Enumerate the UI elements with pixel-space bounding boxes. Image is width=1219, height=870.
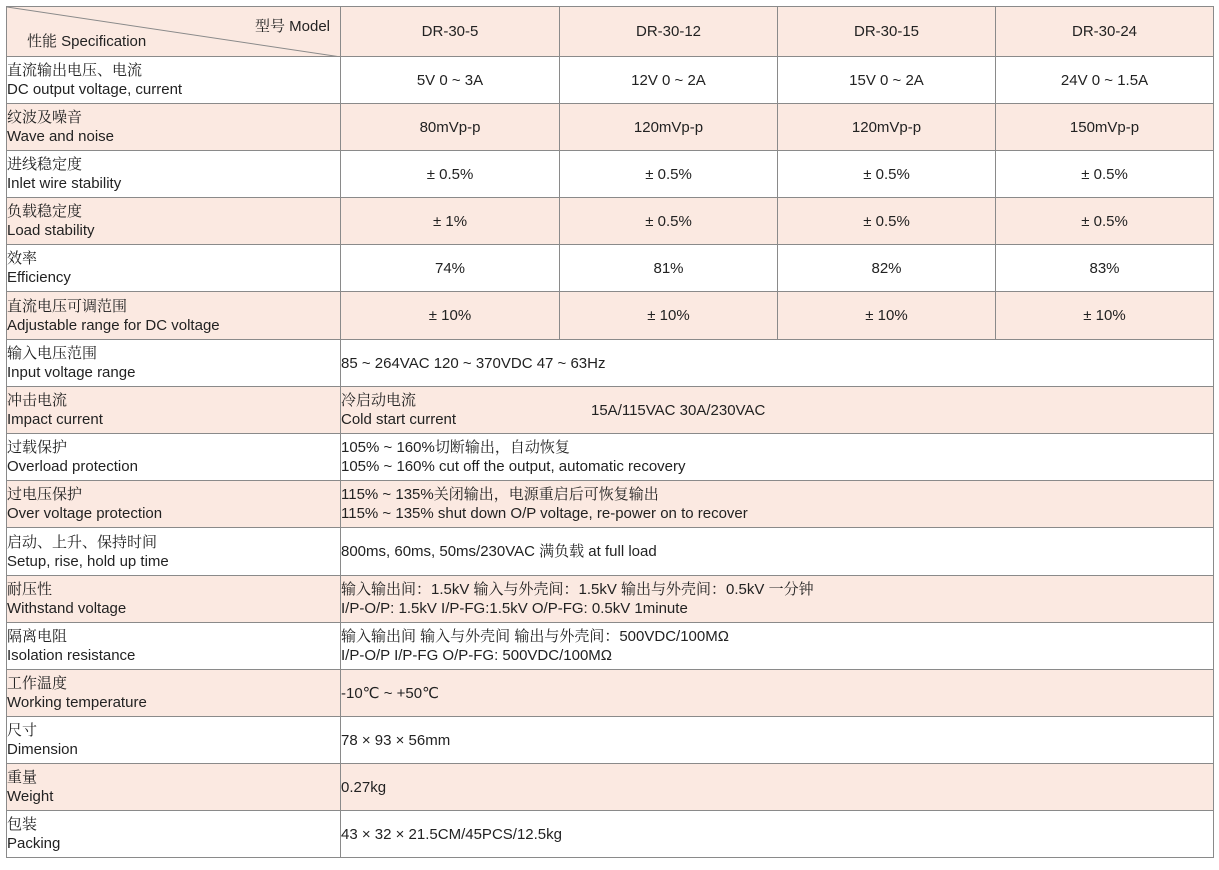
- value-cell: [341, 481, 1214, 528]
- row-withstand-voltage: [7, 576, 1214, 623]
- row-label: [7, 387, 341, 434]
- row-label: [7, 198, 341, 245]
- label-en: Over voltage protection: [7, 505, 163, 522]
- label-zh: 直流电压可调范围: [7, 297, 128, 315]
- label-zh: 过载保护: [7, 439, 68, 456]
- value-cell: 150mVp-p: [996, 104, 1214, 151]
- value-cell: 80mVp-p: [341, 104, 560, 151]
- value-text: 43 × 32 × 21.5CM/45PCS/12.5kg: [341, 825, 562, 843]
- value-cell: [341, 764, 1214, 811]
- value-cell: ± 0.5%: [778, 151, 996, 198]
- value-cell: [341, 717, 1214, 764]
- sub-label-zh: 冷启动电流: [341, 392, 417, 409]
- label-en: Adjustable range for DC voltage: [7, 316, 220, 334]
- model-header: DR-30-5: [341, 7, 560, 57]
- label-zh: 包装: [7, 816, 38, 833]
- row-label: [7, 811, 341, 858]
- label-en: Weight: [7, 788, 54, 805]
- value-cell: [341, 387, 1214, 434]
- value-cell: 120mVp-p: [560, 104, 778, 151]
- label-en: Setup, rise, hold up time: [7, 552, 169, 570]
- row-label: [7, 528, 341, 576]
- value-cell: 24V 0 ~ 1.5A: [996, 57, 1214, 104]
- value-cell: ± 0.5%: [560, 151, 778, 198]
- value-cell: [341, 576, 1214, 623]
- label-zh: 过电压保护: [7, 486, 83, 503]
- label-en: Impact current: [7, 411, 103, 428]
- value-cell: ± 10%: [560, 292, 778, 340]
- row-label: [7, 576, 341, 623]
- label-zh: 工作温度: [7, 675, 68, 692]
- row-working-temperature: [7, 670, 1214, 717]
- value-line-en: 115% ~ 135% shut down O/P voltage, re-power on to recover: [341, 505, 748, 522]
- value-line-en: 105% ~ 160% cut off the output, automatic recovery: [341, 458, 686, 475]
- label-zh: 负载稳定度: [7, 203, 83, 220]
- label-zh: 直流输出电压、电流: [7, 62, 143, 79]
- row-overload: [7, 434, 1214, 481]
- row-setup-time: [7, 528, 1214, 576]
- specification-table: [6, 6, 1214, 858]
- value-text: 78 × 93 × 56mm: [341, 731, 451, 749]
- value-cell: ± 10%: [778, 292, 996, 340]
- value-line-zh: 115% ~ 135%关闭输出，电源重启后可恢复输出: [341, 486, 659, 503]
- label-en: Packing: [7, 835, 61, 852]
- model-header: DR-30-12: [560, 7, 778, 57]
- label-zh: 纹波及噪音: [7, 109, 83, 126]
- model-header: DR-30-24: [996, 7, 1214, 57]
- row-label: [7, 292, 341, 340]
- row-dc-output: [7, 57, 1214, 104]
- value-cell: 120mVp-p: [778, 104, 996, 151]
- row-label: [7, 764, 341, 811]
- row-label: [7, 623, 341, 670]
- row-label: [7, 57, 341, 104]
- value-cell: ± 10%: [341, 292, 560, 340]
- label-en: Efficiency: [7, 269, 71, 286]
- label-en: Input voltage range: [7, 364, 136, 381]
- value-cell: 5V 0 ~ 3A: [341, 57, 560, 104]
- value-cell: [341, 670, 1214, 717]
- value-cell: [341, 811, 1214, 858]
- sub-label-en: Cold start current: [341, 411, 457, 428]
- value-cell: ± 1%: [341, 198, 560, 245]
- value-cell: [341, 528, 1214, 576]
- impact-value-group: [341, 391, 1213, 429]
- label-zh: 尺寸: [7, 722, 38, 739]
- row-packing: [7, 811, 1214, 858]
- value-cell: 15V 0 ~ 2A: [778, 57, 996, 104]
- model-label: 型号 Model: [254, 18, 330, 35]
- row-over-voltage: [7, 481, 1214, 528]
- row-wave-noise: [7, 104, 1214, 151]
- header-corner-cell: [7, 7, 341, 57]
- label-en: Withstand voltage: [7, 600, 127, 617]
- label-zh: 耐压性: [7, 581, 53, 598]
- row-isolation-resistance: [7, 623, 1214, 670]
- label-zh: 启动、上升、保持时间: [7, 533, 158, 551]
- value-line-zh: 输入输出间 输入与外壳间 输出与外壳间：500VDC/100MΩ: [341, 628, 729, 645]
- value-cell: 74%: [341, 245, 560, 292]
- label-en: Overload protection: [7, 458, 138, 475]
- label-en: DC output voltage, current: [7, 81, 183, 98]
- value-text: 800ms, 60ms, 50ms/230VAC 满负载 at full load: [341, 543, 657, 560]
- value-cell: [341, 340, 1214, 387]
- label-zh: 输入电压范围: [7, 345, 98, 362]
- row-label: [7, 151, 341, 198]
- label-en: Working temperature: [7, 694, 147, 711]
- spec-sheet: [6, 6, 1213, 858]
- value-cell: ± 0.5%: [778, 198, 996, 245]
- value-cell: [341, 434, 1214, 481]
- value-cell: 82%: [778, 245, 996, 292]
- label-en: Isolation resistance: [7, 647, 136, 664]
- model-header: DR-30-15: [778, 7, 996, 57]
- row-adjustable-range: [7, 292, 1214, 340]
- spec-label: 性能 Specification: [27, 33, 147, 50]
- value-cell: ± 0.5%: [341, 151, 560, 198]
- label-en: Load stability: [7, 222, 95, 239]
- row-load-stability: [7, 198, 1214, 245]
- label-zh: 隔离电阻: [7, 628, 68, 645]
- value-line-zh: 105% ~ 160%切断输出，自动恢复: [341, 439, 570, 456]
- value-cell: 12V 0 ~ 2A: [560, 57, 778, 104]
- label-en: Dimension: [7, 741, 78, 758]
- label-zh: 冲击电流: [7, 392, 68, 409]
- value-cell: 81%: [560, 245, 778, 292]
- header-row: [7, 7, 1214, 57]
- label-zh: 重量: [7, 769, 38, 786]
- row-label: [7, 104, 341, 151]
- value-cell: [341, 623, 1214, 670]
- label-en: Inlet wire stability: [7, 175, 122, 192]
- label-zh: 进线稳定度: [7, 156, 83, 173]
- value-cell: ± 10%: [996, 292, 1214, 340]
- value-line-zh: 输入输出间：1.5kV 输入与外壳间：1.5kV 输出与外壳间：0.5kV 一分钟: [341, 581, 814, 598]
- row-label: [7, 340, 341, 387]
- label-en: Wave and noise: [7, 128, 115, 145]
- row-efficiency: [7, 245, 1214, 292]
- row-label: [7, 481, 341, 528]
- row-label: [7, 434, 341, 481]
- value-text: 15A/115VAC 30A/230VAC: [591, 401, 766, 419]
- label-zh: 效率: [7, 250, 38, 267]
- row-label: [7, 245, 341, 292]
- value-cell: ± 0.5%: [996, 151, 1214, 198]
- value-cell: 83%: [996, 245, 1214, 292]
- value-line-en: I/P-O/P I/P-FG O/P-FG: 500VDC/100MΩ: [341, 647, 613, 664]
- row-label: [7, 717, 341, 764]
- row-inlet-stability: [7, 151, 1214, 198]
- value-text: 0.27kg: [341, 778, 387, 796]
- value-text: 85 ~ 264VAC 120 ~ 370VDC 47 ~ 63Hz: [341, 354, 606, 372]
- cold-start-label: [341, 391, 591, 429]
- value-cell: ± 0.5%: [560, 198, 778, 245]
- value-line-en: I/P-O/P: 1.5kV I/P-FG:1.5kV O/P-FG: 0.5kV 1minute: [341, 600, 688, 617]
- row-label: [7, 670, 341, 717]
- value-cell: ± 0.5%: [996, 198, 1214, 245]
- row-input-voltage: [7, 340, 1214, 387]
- value-text: -10℃ ~ +50℃: [341, 684, 439, 702]
- row-weight: [7, 764, 1214, 811]
- row-dimension: [7, 717, 1214, 764]
- row-impact-current: [7, 387, 1214, 434]
